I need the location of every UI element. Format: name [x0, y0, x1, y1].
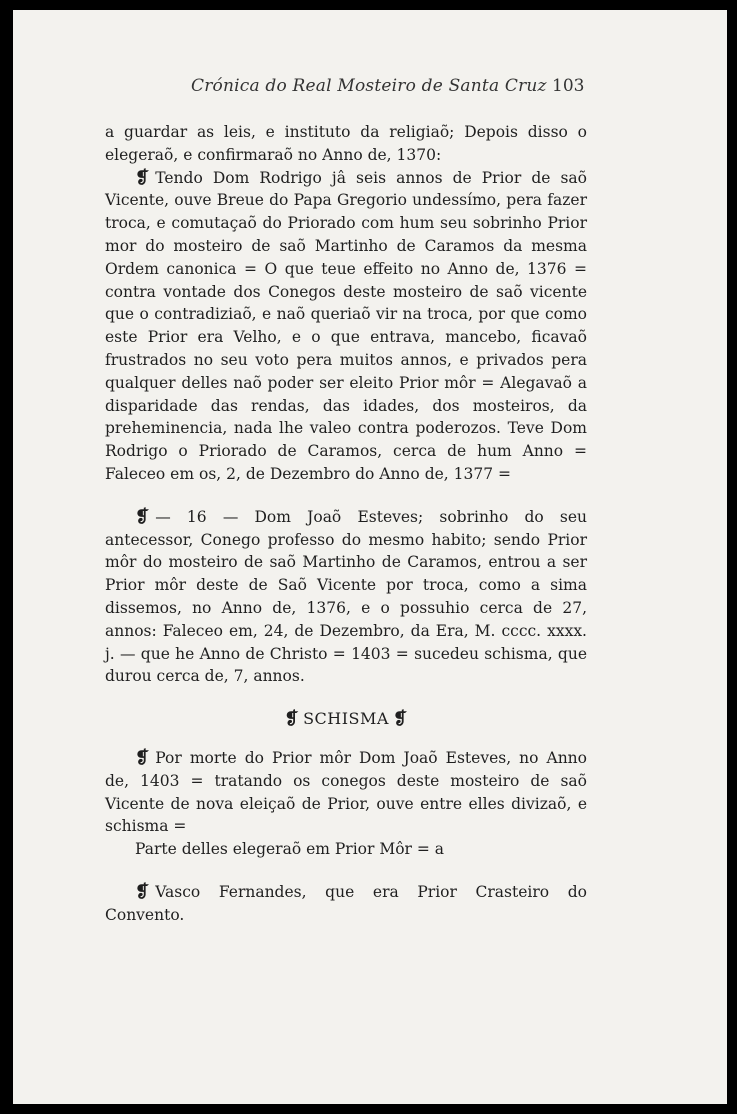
paragraph-3-text: — 16 — Dom Joaõ Esteves; sobrinho do seu antecessor, Conego professo do mesmo habito; sendo Prior môr do mosteiro de saõ Martinho de Caramos, entrou a ser Prior môr deste de Saõ Vicente por troca, como a sima dissemos, no Anno de, 1376, e o possuhio cerca de 27, annos: Faleceo em, 24, de Dezembro, da Era, M. cccc. xxxx. j. — que he Anno de Christo = 1403 = sucedeu schisma, que durou cerca de, 7, annos. — [105, 507, 587, 686]
pilcrow-open-icon: ❡ — [284, 709, 300, 730]
paragraph-5 — [105, 881, 587, 927]
paragraph-2-text: Tendo Dom Rodrigo jâ seis annos de Prior de saõ Vicente, ouve Breue do Papa Gregorio undessímo, pera fazer troca, e comutaçaõ do Priorado com hum seu sobrinho Prior mor do mosteiro de saõ Martinho de Caramos da mesma Ordem canonica = O que teue effeito no Anno de, 1376 = contra vontade dos Conegos deste mosteiro de saõ vicente que o contradiziaõ, e naõ queriaõ vir na troca, por que como este Prior era Velho, e o que entrava, mancebo, ficavaõ frustrados no seu voto pera muitos annos, e privados pera qualquer delles naõ poder ser eleito Prior môr = Alegavaõ a disparidade das rendas, das idades, dos mosteiros, da preheminencia, nada lhe valeo contra poderozos. Teve Dom Rodrigo o Priorado de Caramos, cerca de hum Anno = Faleceo em os, 2, de Dezembro do Anno de, 1377 = — [105, 168, 587, 483]
book-page — [13, 10, 727, 1104]
pilcrow-mark-icon: ❡ — [135, 506, 150, 527]
paragraph-3 — [105, 506, 587, 688]
section-heading — [105, 708, 587, 731]
page-header — [13, 76, 727, 102]
paragraph-4-text: Por morte do Prior môr Dom Joaõ Esteves, no Anno de, 1403 = tratando os conegos deste mosteiro de saõ Vicente de nova eleiçaõ de Prior, ouve entre elles divizaõ, e schisma = — [105, 748, 587, 836]
paragraph-5-text: Vasco Fernandes, que era Prior Crasteiro do Convento. — [105, 882, 587, 924]
pilcrow-close-icon: ❡ — [392, 709, 408, 730]
paragraph-1: a guardar as leis, e instituto da religiaõ; Depois disso o elegeraõ, e confirmaraõ no Anno de, 1370: — [105, 123, 587, 164]
body-text — [105, 121, 587, 927]
paragraph-4 — [105, 747, 587, 861]
paragraph-4-line-2: Parte delles elegeraõ em Prior Môr = a — [135, 840, 445, 859]
pilcrow-mark-icon: ❡ — [135, 747, 150, 768]
paragraph-2 — [105, 167, 587, 486]
section-heading-text: SCHISMA — [303, 709, 389, 729]
page-number: 103 — [552, 76, 585, 96]
pilcrow-mark-icon: ❡ — [135, 881, 150, 902]
pilcrow-mark-icon: ❡ — [135, 167, 150, 188]
running-title: Crónica do Real Mosteiro de Santa Cruz — [191, 76, 547, 96]
